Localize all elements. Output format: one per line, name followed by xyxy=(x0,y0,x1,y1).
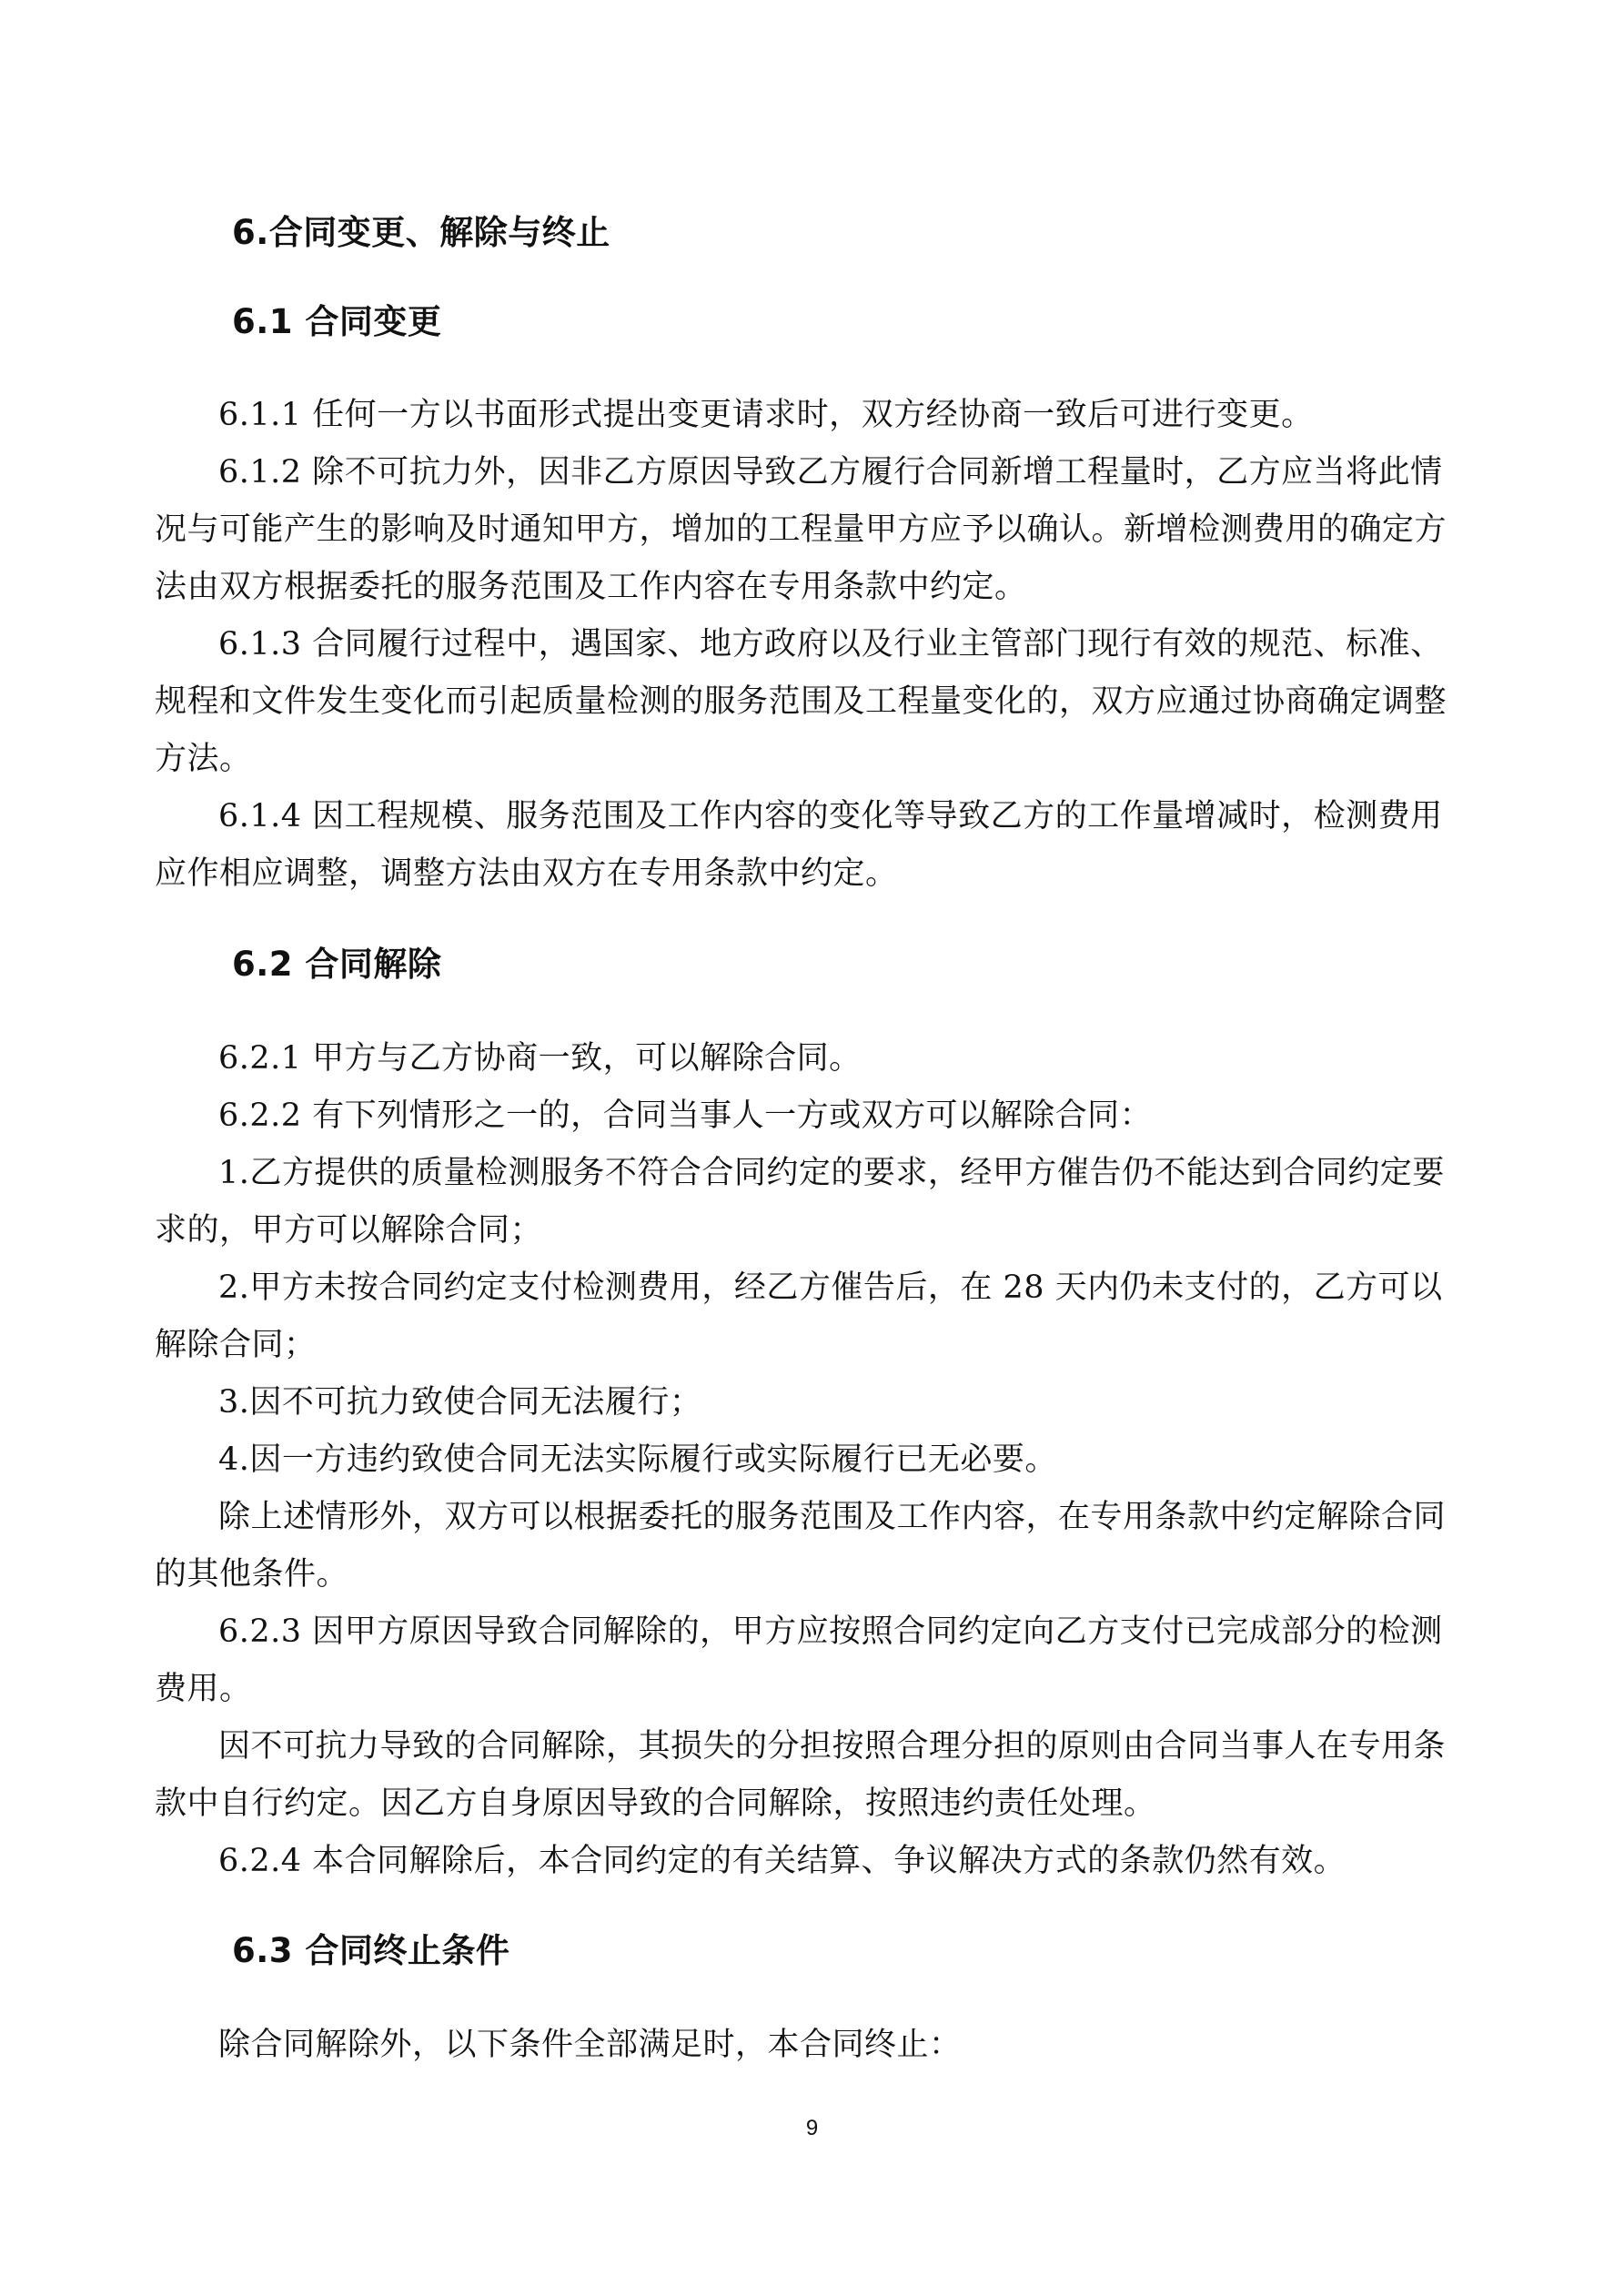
paragraph-line: 应作相应调整，调整方法由双方在专用条款中约定。 xyxy=(155,855,898,892)
paragraph-line: 方法。 xyxy=(155,741,252,777)
paragraph-line: 况与可能产生的影响及时通知甲方，增加的工程量甲方应予以确认。新增检测费用的确定方 xyxy=(155,511,1447,548)
paragraph-line: 1.乙方提供的质量检测服务不符合合同约定的要求，经甲方催告仍不能达到合同约定要 xyxy=(218,1155,1445,1191)
paragraph-line: 4.因一方违约致使合同无法实际履行或实际履行已无必要。 xyxy=(218,1441,1057,1478)
paragraph-line: 2.甲方未按合同约定支付检测费用，经乙方催告后，在 28 天内仍未支付的，乙方可以 xyxy=(218,1269,1443,1306)
paragraph-line: 解除合同； xyxy=(155,1327,317,1363)
paragraph-line: 6.1.1 任何一方以书面形式提出变更请求时，双方经协商一致后可进行变更。 xyxy=(218,397,1314,433)
section-heading-6-3: 6.3 合同终止条件 xyxy=(232,1931,510,1970)
paragraph-line: 除上述情形外，双方可以根据委托的服务范围及工作内容，在专用条款中约定解除合同 xyxy=(218,1499,1447,1535)
paragraph-line: 6.2.4 本合同解除后，本合同约定的有关结算、争议解决方式的条款仍然有效。 xyxy=(218,1843,1347,1879)
section-heading-6-2: 6.2 合同解除 xyxy=(232,945,442,984)
paragraph-line: 除合同解除外，以下条件全部满足时，本合同终止： xyxy=(218,2027,962,2063)
section-heading-6-1: 6.1 合同变更 xyxy=(232,302,442,341)
paragraph-line: 6.2.2 有下列情形之一的，合同当事人一方或双方可以解除合同： xyxy=(218,1097,1153,1134)
paragraph-line: 因不可抗力导致的合同解除，其损失的分担按照合理分担的原则由合同当事人在专用条 xyxy=(218,1728,1447,1765)
paragraph-line: 6.2.3 因甲方原因导致合同解除的，甲方应按照合同约定向乙方支付已完成部分的检测 xyxy=(218,1613,1443,1650)
paragraph-line: 的其他条件。 xyxy=(155,1556,349,1593)
paragraph-line: 费用。 xyxy=(155,1671,252,1707)
paragraph-line: 6.1.4 因工程规模、服务范围及工作内容的变化等导致乙方的工作量增减时，检测费用 xyxy=(218,798,1443,834)
paragraph-line: 规程和文件发生变化而引起质量检测的服务范围及工程量变化的，双方应通过协商确定调整 xyxy=(155,683,1447,720)
paragraph-line: 法由双方根据委托的服务范围及工作内容在专用条款中约定。 xyxy=(155,569,1027,605)
paragraph-line: 6.2.1 甲方与乙方协商一致，可以解除合同。 xyxy=(218,1040,862,1077)
page-number: 9 xyxy=(805,2116,819,2140)
paragraph-line: 款中自行约定。因乙方自身原因导致的合同解除，按照违约责任处理。 xyxy=(155,1785,1156,1822)
section-heading-6: 6.合同变更、解除与终止 xyxy=(232,213,610,252)
paragraph-line: 求的，甲方可以解除合同； xyxy=(155,1212,543,1249)
paragraph-line: 6.1.3 合同履行过程中，遇国家、地方政府以及行业主管部门现行有效的规范、标准、 xyxy=(218,626,1443,663)
paragraph-line: 3.因不可抗力致使合同无法履行； xyxy=(218,1384,702,1421)
paragraph-line: 6.1.2 除不可抗力外，因非乙方原因导致乙方履行合同新增工程量时，乙方应当将此情 xyxy=(218,454,1443,491)
